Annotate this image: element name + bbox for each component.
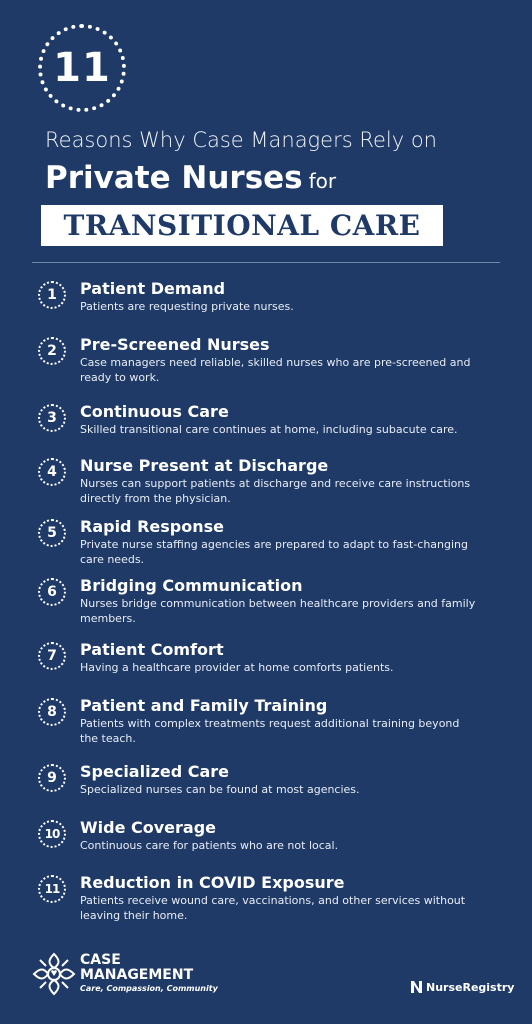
reason-title: Reduction in COVID Exposure	[80, 873, 345, 892]
reason-description: Case managers need reliable, skilled nurses who are pre-screened and ready to work.	[80, 356, 471, 384]
headline-line1: Reasons Why Case Managers Rely on	[45, 128, 437, 152]
reason-title: Wide Coverage	[80, 818, 217, 837]
reason-description: Having a healthcare provider at home comforts patients.	[80, 661, 394, 674]
nurse-registry-logo	[410, 980, 514, 994]
reason-description: Patients with complex treatments request additional training beyond the teach.	[80, 717, 460, 745]
reason-title: Specialized Care	[80, 762, 230, 781]
divider	[32, 262, 500, 263]
reason-title: Pre-Screened Nurses	[80, 335, 270, 354]
reason-title: Nurse Present at Discharge	[80, 456, 329, 475]
reason-description: Private nurse staffing agencies are prepared to adapt to fast-changing care needs.	[80, 538, 468, 566]
reason-title: Rapid Response	[80, 517, 224, 536]
headline-transitional-care: TRANSITIONAL CARE	[41, 205, 443, 246]
headline-line2	[45, 160, 336, 196]
reason-number: 8	[38, 698, 66, 726]
reason-number: 6	[38, 578, 66, 606]
count-badge: 11	[38, 24, 126, 112]
headline-private-nurses: Private Nurses	[45, 160, 303, 196]
reason-title: Patient Demand	[80, 279, 226, 298]
reason-description: Continuous care for patients who are not local.	[80, 839, 339, 852]
reason-title: Bridging Communication	[80, 576, 303, 595]
reason-number: 3	[38, 404, 66, 432]
reason-description: Patients receive wound care, vaccinations, and other services without leaving their home.	[80, 894, 466, 922]
brand-name-line1: CASE	[80, 952, 121, 968]
brand-name-line2: MANAGEMENT	[80, 967, 194, 983]
reason-number: 9	[38, 764, 66, 792]
reason-description: Patients are requesting private nurses.	[80, 300, 294, 313]
reason-description: Nurses can support patients at discharge and receive care instructions directly from the physician.	[80, 477, 471, 505]
case-management-logo-icon	[30, 950, 78, 998]
reason-number: 5	[38, 519, 66, 547]
reason-description: Nurses bridge communication between healthcare providers and family members.	[80, 597, 476, 625]
headline-for: for	[308, 169, 337, 193]
reason-title: Patient Comfort	[80, 640, 224, 659]
reason-number: 7	[38, 642, 66, 670]
reason-number: 10	[38, 820, 66, 848]
reason-number: 1	[38, 281, 66, 309]
reason-description: Specialized nurses can be found at most agencies.	[80, 783, 360, 796]
reason-number: 2	[38, 337, 66, 365]
brand-tagline: Care, Compassion, Community	[80, 984, 218, 993]
reason-description: Skilled transitional care continues at home, including subacute care.	[80, 423, 458, 436]
reason-number: 11	[38, 875, 66, 903]
reason-number: 4	[38, 458, 66, 486]
reason-title: Continuous Care	[80, 402, 229, 421]
nurse-registry-name: NurseRegistry	[426, 980, 515, 994]
reason-title: Patient and Family Training	[80, 696, 328, 715]
nurse-registry-icon	[410, 980, 423, 994]
